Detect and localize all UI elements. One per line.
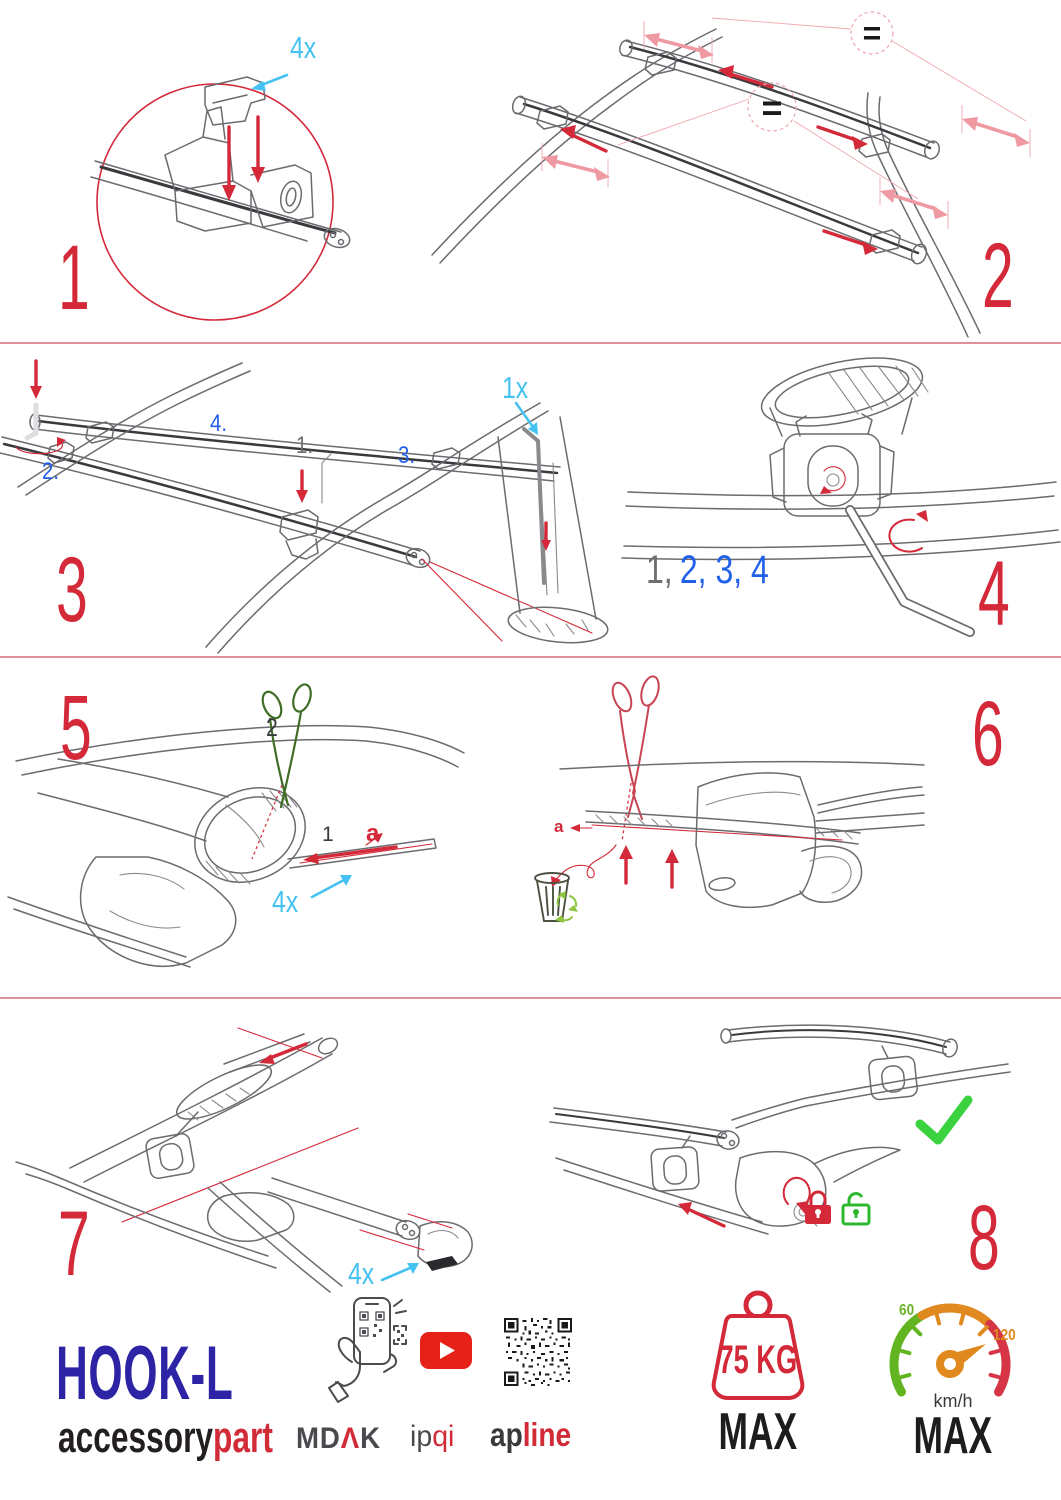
apline-red: line [522,1416,572,1453]
partner-logo-ipqi [410,1422,454,1452]
allen-key-small [296,454,331,503]
phone-scan-icon [328,1296,408,1404]
step-7-quantity-label: 4x [348,1256,375,1291]
padlock-open-icon [843,1194,869,1224]
partner-logo-apline [490,1418,571,1451]
foot-closeup-art [756,346,929,516]
mdak-red: Λ [340,1422,361,1455]
qty-leader-line [251,75,287,91]
scissors-icon [609,674,662,819]
insert-arrows [222,117,265,201]
equals-sign: = [761,87,783,128]
max-weight-value: 75 KG [718,1338,798,1382]
installed-bar-art [721,1025,1010,1128]
speed-high-label: 120 [993,1327,1016,1344]
max-weight-label: MAX [718,1403,798,1461]
lock-cover-art [550,1108,900,1234]
step-5-number: 5 [60,677,91,779]
ipqi-red: qi [432,1420,455,1453]
step-3-label-2: 2. [42,458,60,485]
bar-end-magnifier [422,403,610,647]
discard-squiggle [551,845,616,887]
step-1-number: 1 [58,227,89,329]
roof-rails-art [432,29,980,337]
hand-tighten-hint [16,361,66,454]
foot-clamp-art [165,107,313,231]
step-5-strip-label: 1 [322,823,334,846]
step-1-illustration [55,25,355,329]
sequence-blue-part: 2, 3, 4 [679,548,769,592]
step-8-number: 8 [968,1187,999,1289]
step-5-end-label: a [366,820,380,847]
magnifier-circle [97,84,333,320]
step-6-number: 6 [972,683,1003,785]
step-3-number: 3 [56,539,87,641]
step-4-sequence [646,550,769,590]
step-4-number: 4 [978,543,1009,645]
mdak-gray1: MD [296,1422,341,1455]
step-5-scissors-label: 2 [266,714,278,742]
speed-low-label: 60 [899,1302,915,1319]
qty-leader-line [312,875,352,897]
product-name: HOOK-L [56,1331,234,1416]
mdak-gray2: K [360,1422,381,1455]
lock-plate-part [205,77,265,125]
allen-key-icon [850,510,970,632]
rubber-strip-art [288,833,436,868]
step-1-quantity-label: 4x [290,30,317,65]
cut-line [252,785,282,859]
speed-unit-label: km/h [933,1391,973,1411]
youtube-icon [420,1332,472,1369]
brand-black-part: accessory [58,1413,214,1462]
step-6-end-label: a [554,817,564,836]
step-2-panel [420,3,1060,338]
checkmark-icon [920,1100,968,1140]
brand-logo [58,1413,273,1462]
apline-gray: ap [490,1416,523,1453]
cover-clamp-art [696,773,924,907]
step-3-label-3: 3. [398,442,416,469]
end-cap-art [208,1178,472,1292]
step-7-number: 7 [58,1193,89,1295]
step-5-quantity-label: 4x [272,884,299,919]
brand-red-part: part [213,1413,273,1462]
step-2-illustration [420,3,1060,338]
ipqi-gray: ip [410,1420,433,1453]
end-cap-pad [426,1256,458,1271]
sequence-gray-part: 1, [646,548,673,592]
step-1-panel [55,25,355,329]
section-divider [0,997,1061,999]
push-up-arrows [619,845,679,887]
equals-sign: = [862,15,882,51]
qr-code-icon [504,1318,572,1386]
step-2-number: 2 [982,225,1013,327]
step-3-label-1: 1. [296,432,314,459]
max-speed-label: MAX [913,1407,993,1465]
equal-distance-arrows [542,21,1030,229]
step-3-quantity-label: 1x [502,370,529,405]
partner-logo-mdak [296,1424,381,1454]
step-3-label-4: 4. [210,410,228,437]
roof-and-strip-art [560,762,924,844]
foot-clamp-art [8,857,236,967]
